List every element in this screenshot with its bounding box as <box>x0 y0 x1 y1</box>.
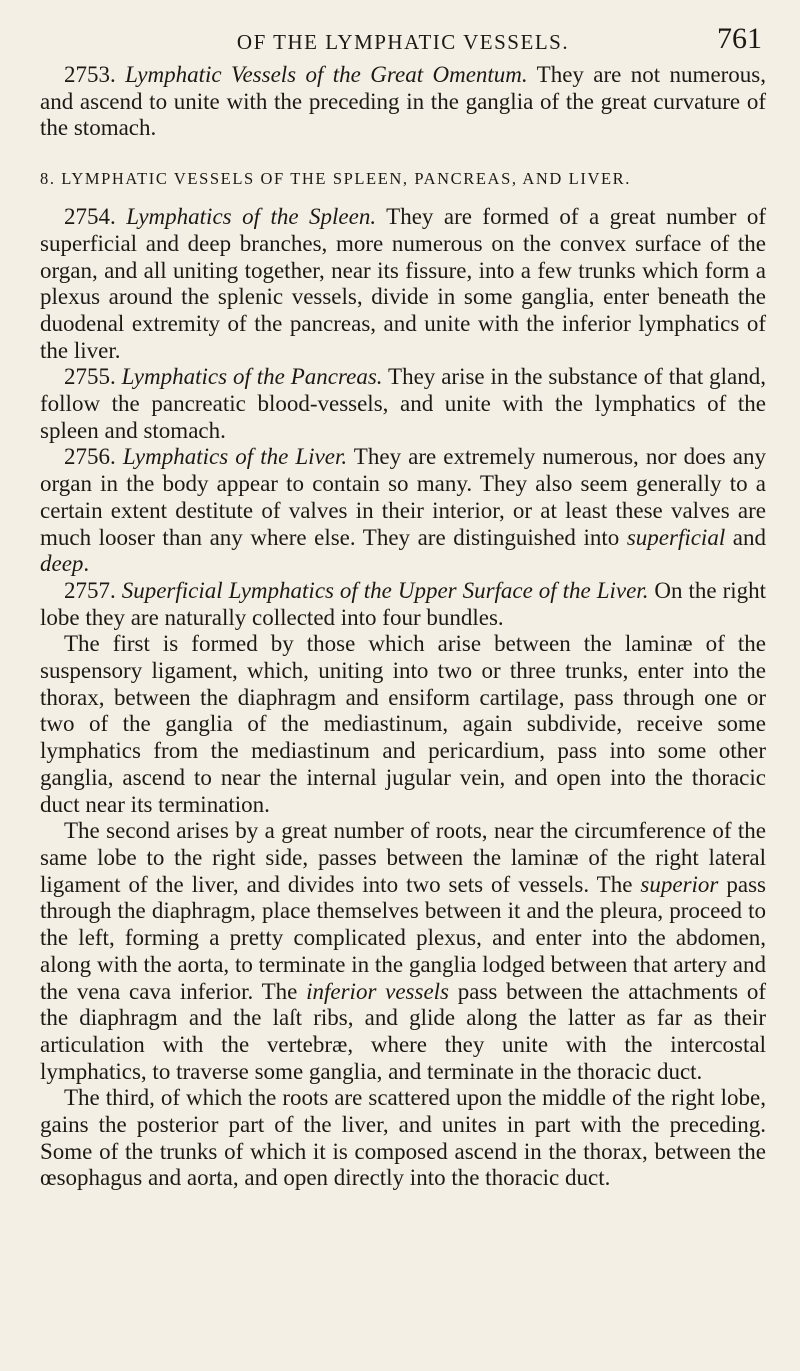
paragraph-text: They are formed of a great number of superficial and deep branches, more numerous on the convex surface of the organ, and all uniting together, near its fissure, into a few trunks which form a plexus around the splenic vessels, divide in some ganglia, enter beneath the duodenal extremity of the pancreas, and unite with the inferior lymphatics of the liver. <box>40 204 766 363</box>
paragraph-title: Lymphatics of the Spleen. <box>126 204 377 230</box>
emphasis-superficial: superficial <box>626 524 726 550</box>
paragraph-text: On the right lobe they are naturally collected into four bundles. <box>40 577 767 630</box>
paragraph-2753 <box>40 62 766 142</box>
paragraph-text: They arise in the substance of that gland, follow the pancreatic blood-vessels, and unite with the lymphatics of the spleen and stomach. <box>40 364 766 443</box>
paragraph-text: pass through the diaphragm, place themselves between it and the pleura, proceed to the left, forming a pretty complicated plexus, and enter into the abdomen, along with the aorta, to terminate in the ganglia lodged between that artery and the vena cava inferior. The <box>40 871 766 1004</box>
paragraph-title: Lymphatics of the Pancreas. <box>121 364 383 390</box>
paragraph-text: They are extremely numerous, nor does any organ in the body appear to contain so many. They also seem generally to a certain extent destitute of valves in their interior, or at least these valves are much looser than any where else. They are distinguished into <box>40 444 767 550</box>
emphasis-inferior-vessels: inferior vessels <box>306 978 449 1004</box>
page-header <box>40 22 766 62</box>
paragraph-2755 <box>40 364 766 444</box>
emphasis-deep: deep <box>40 551 84 577</box>
paragraph-number: 2756. <box>64 444 116 470</box>
paragraph-text: The second arises by a great number of roots, near the circumference of the same lobe to the right side, passes between the laminæ of the right lateral ligament of the liver, and divides into two sets of vessels. The <box>40 818 766 897</box>
paragraph-title: Lymphatics of the Liver. <box>122 444 348 470</box>
paragraph-2754 <box>40 204 766 364</box>
paragraph-second-bundle <box>40 818 766 1085</box>
running-head: OF THE LYMPHATIC VESSELS. <box>236 30 570 54</box>
paragraph-text: The first is formed by those which arise between the laminæ of the suspensory ligament, which, uniting into two or three trunks, enter into the thorax, between the diaphragm and ensiform cartilage, pass through one or two of the ganglia of the mediastinum, again subdivide, receive some lymphatics from the mediastinum and pericardium, pass into some other ganglia, ascend to near the internal jugular vein, and open into the thoracic duct near its termination. <box>40 631 766 817</box>
paragraph-text: pass between the attachments of the diaphragm and the laſt ribs, and glide along the latter as far as their articulation with the vertebræ, where they unite with the intercostal lymphatics, to traverse some ganglia, and terminate in the thoracic duct. <box>40 978 767 1084</box>
paragraph-first-bundle <box>40 631 766 818</box>
paragraph-text: They are not numerous, and ascend to unite with the preceding in the ganglia of the great curvature of the stomach. <box>40 62 767 141</box>
paragraph-number: 2754. <box>64 204 116 230</box>
paragraph-2757 <box>40 578 766 631</box>
paragraph-third-bundle <box>40 1085 766 1192</box>
page-number: 761 <box>717 22 762 55</box>
paragraph-text: The third, of which the roots are scattered upon the middle of the right lobe, gains the posterior part of the liver, and unites in part with the preceding. Some of the trunks of which it is composed ascend in the thorax, between the œsophagus and aorta, and open directly into the thoracic duct. <box>40 1085 766 1191</box>
paragraph-number: 2755. <box>64 364 116 390</box>
section-heading: 8. LYMPHATIC VESSELS OF THE SPLEEN, PANCREAS, AND LIVER. <box>40 169 631 189</box>
emphasis-superior: superior <box>640 871 719 897</box>
paragraph-text: . <box>83 551 90 577</box>
paragraph-number: 2753. <box>64 62 116 87</box>
paragraph-title: Superficial Lymphatics of the Upper Surface of the Liver. <box>121 577 649 603</box>
paragraph-2756 <box>40 444 766 578</box>
paragraph-text: and <box>725 524 766 550</box>
paragraph-number: 2757. <box>64 577 116 603</box>
paragraph-title: Lymphatic Vessels of the Great Omentum. <box>125 62 528 87</box>
